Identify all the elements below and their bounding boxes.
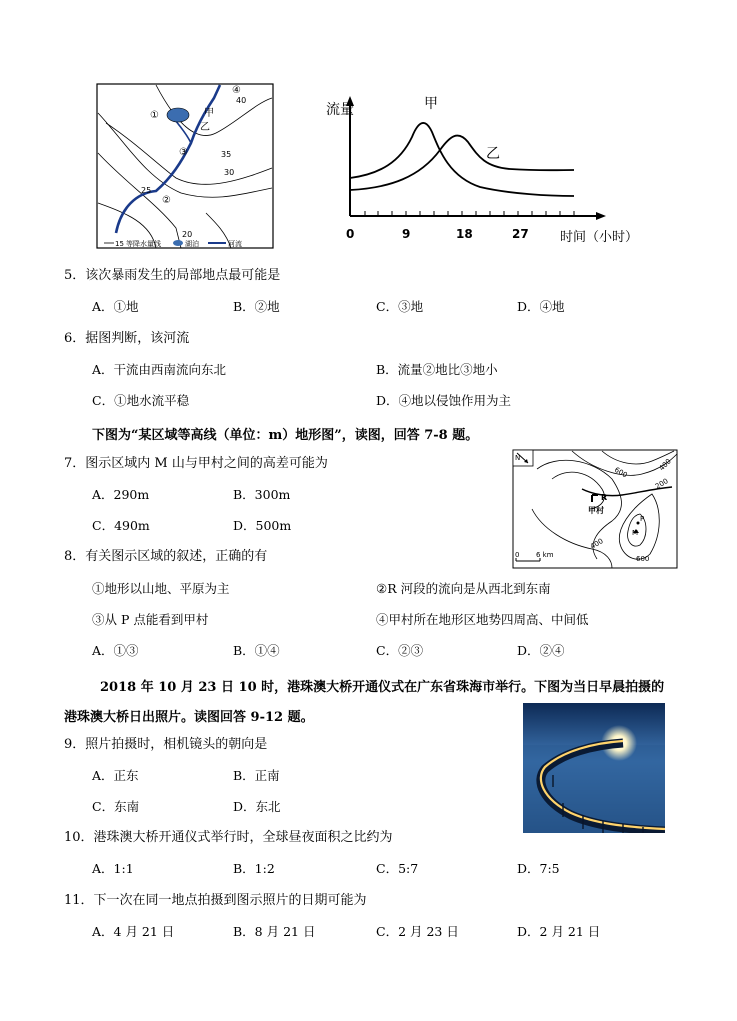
contour-label-20: 20	[182, 230, 193, 239]
map-frame	[97, 84, 273, 248]
q7-stem: 7．图示区域内 M 山与甲村之间的高差可能为	[64, 456, 328, 471]
q10-option-a[interactable]: A．1:1	[92, 861, 134, 876]
q5-option-b[interactable]: B．②地	[233, 299, 280, 314]
contour-label-400a: 400	[589, 537, 605, 551]
label-jia: 甲	[204, 108, 214, 119]
q11-option-c[interactable]: C．2 月 23 日	[376, 924, 459, 939]
q9-stem: 9．照片拍摄时，相机镜头的朝向是	[64, 737, 268, 752]
point-1: ①	[150, 110, 159, 121]
q8-option-d[interactable]: D．②④	[517, 643, 565, 658]
contour-map	[512, 449, 678, 569]
legend-isohyet: 等降水量线	[126, 240, 161, 248]
label-yi: 乙	[200, 122, 210, 133]
x-tick-0: 0	[346, 227, 355, 241]
x-tick-9: 9	[402, 227, 411, 241]
contour-label-40: 40	[236, 96, 247, 105]
legend-15: 15	[115, 240, 124, 248]
q5-option-a[interactable]: A．①地	[92, 299, 139, 314]
q6-option-a[interactable]: A．干流由西南流向东北	[92, 362, 227, 377]
q11-option-b[interactable]: B．8 月 21 日	[233, 924, 316, 939]
contour-label-30: 30	[224, 168, 235, 177]
contour-label-200: 200	[654, 477, 670, 491]
q5-option-d[interactable]: D．④地	[517, 299, 565, 314]
q8-option-a[interactable]: A．①③	[92, 643, 139, 658]
q10-option-b[interactable]: B．1:2	[233, 861, 275, 876]
q7-option-a[interactable]: A．290m	[92, 487, 150, 502]
point-2: ②	[162, 195, 171, 206]
q6-option-c[interactable]: C．①地水流平稳	[92, 393, 190, 408]
q8-statement-3: ③从 P 点能看到甲村	[92, 612, 209, 627]
point-4: ④	[232, 85, 241, 96]
curve-label-jia: 甲	[424, 96, 438, 112]
scale-0: 0	[515, 551, 520, 559]
contour-label-600a: 600	[613, 465, 629, 480]
q5-option-c[interactable]: C．③地	[376, 299, 424, 314]
scale-6km: 6 km	[536, 551, 554, 559]
q10-option-c[interactable]: C．5:7	[376, 861, 419, 876]
lake	[167, 108, 189, 122]
intro-9-12-line1: 2018 年 10 月 23 日 10 时，港珠澳大桥开通仪式在广东省珠海市举行。下图为当日早晨拍摄的	[100, 680, 665, 695]
q9-option-a[interactable]: A．正东	[92, 768, 139, 783]
contour-label-25: 25	[141, 186, 152, 195]
q8-statement-4: ④甲村所在地形区地势四周高、中间低	[376, 612, 589, 627]
q8-option-c[interactable]: C．②③	[376, 643, 424, 658]
label-p: P	[640, 515, 645, 523]
x-tick-27: 27	[512, 227, 529, 241]
legend-lake-icon	[173, 240, 183, 246]
intro-7-8: 下图为“某区域等高线（单位：m）地形图”，读图，回答 7-8 题。	[92, 428, 479, 443]
q8-statement-1: ①地形以山地、平原为主	[92, 581, 230, 596]
q6-option-d[interactable]: D．④地以侵蚀作用为主	[376, 393, 512, 408]
q6-option-b[interactable]: B．流量②地比③地小	[376, 362, 498, 377]
legend-river: 河流	[228, 240, 242, 248]
curve-yi	[350, 136, 574, 190]
q10-stem: 10．港珠澳大桥开通仪式举行时，全球昼夜面积之比约为	[64, 830, 393, 845]
contour-label-35: 35	[221, 150, 232, 159]
q11-option-d[interactable]: D．2 月 21 日	[517, 924, 601, 939]
q5-stem: 5．该次暴雨发生的局部地点最可能是	[64, 268, 281, 283]
q10-option-d[interactable]: D．7:5	[517, 861, 560, 876]
contour-label-600b: 600	[636, 555, 650, 563]
q7-option-d[interactable]: D．500m	[233, 518, 292, 533]
x-tick-18: 18	[456, 227, 473, 241]
q8-stem: 8．有关图示区域的叙述，正确的有	[64, 549, 268, 564]
q11-stem: 11．下一次在同一地点拍摄到图示照片的日期可能为	[64, 893, 367, 908]
q9-option-d[interactable]: D．东北	[233, 799, 281, 814]
q8-statement-2: ②R 河段的流向是从西北到东南	[376, 581, 551, 596]
q6-stem: 6．据图判断，该河流	[64, 331, 190, 346]
point-3: ③	[179, 147, 188, 158]
q11-option-a[interactable]: A．4 月 21 日	[92, 924, 175, 939]
bridge-sunrise-photo	[523, 703, 665, 833]
q9-option-b[interactable]: B．正南	[233, 768, 280, 783]
label-r: R	[601, 493, 608, 502]
contour-label-400b: 400	[657, 457, 673, 473]
precipitation-map	[96, 83, 274, 249]
flow-graph	[320, 92, 640, 252]
north-label: N	[515, 454, 521, 462]
y-axis-label: 流量	[326, 102, 354, 118]
label-village: 甲村	[588, 506, 604, 515]
x-axis-label: 时间（小时）	[560, 230, 639, 245]
curve-label-yi: 乙	[486, 146, 500, 162]
legend-lake: 湖泊	[185, 240, 199, 248]
q8-option-b[interactable]: B．①④	[233, 643, 280, 658]
intro-9-12-line2: 港珠澳大桥日出照片。读图回答 9-12 题。	[64, 710, 314, 725]
q7-option-b[interactable]: B．300m	[233, 487, 291, 502]
q9-option-c[interactable]: C．东南	[92, 799, 140, 814]
q7-option-c[interactable]: C．490m	[92, 518, 150, 533]
